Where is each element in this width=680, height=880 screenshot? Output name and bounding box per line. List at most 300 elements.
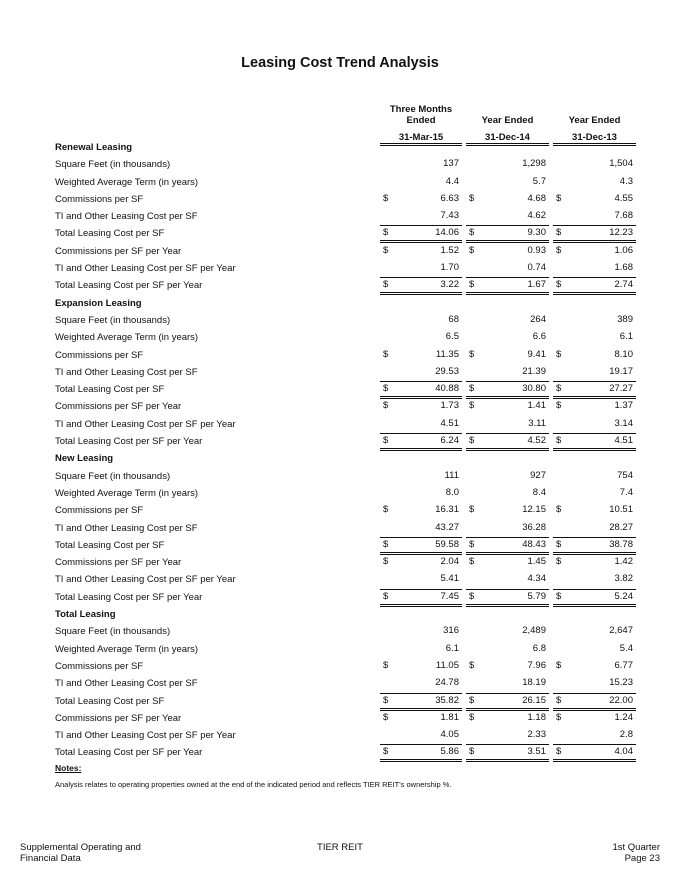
cell-value: 1.42 — [614, 556, 633, 568]
section-renewal-leasing — [0, 139, 680, 295]
cell-value: 4.4 — [445, 175, 459, 187]
currency-symbol: $ — [469, 348, 475, 360]
cell-value: 6.1 — [445, 642, 459, 654]
value-cell — [553, 728, 636, 742]
value-cell — [466, 192, 549, 206]
value-cell — [380, 209, 462, 223]
row-label: TI and Other Leasing Cost per SF — [55, 678, 198, 690]
currency-symbol: $ — [383, 711, 389, 723]
value-cell — [553, 261, 636, 275]
currency-symbol: $ — [556, 590, 562, 602]
value-cell — [380, 348, 462, 362]
value-cell — [466, 244, 549, 258]
currency-symbol: $ — [469, 227, 475, 239]
value-cell — [466, 486, 549, 500]
row-label: Weighted Average Term (in years) — [55, 643, 199, 655]
currency-symbol: $ — [556, 504, 562, 516]
currency-symbol: $ — [469, 400, 475, 412]
currency-symbol: $ — [383, 590, 389, 602]
cell-value: 754 — [617, 469, 633, 481]
row-label: TI and Other Leasing Cost per SF per Year — [55, 730, 236, 742]
currency-symbol: $ — [469, 746, 475, 758]
cell-value: 1.37 — [614, 400, 633, 412]
value-cell — [553, 676, 636, 690]
cell-value: 3.11 — [528, 417, 546, 429]
cell-value: 4.3 — [619, 175, 633, 187]
table-row — [0, 364, 680, 381]
footer-center: TIER REIT — [317, 842, 363, 853]
cell-value: 2.04 — [440, 556, 459, 568]
value-cell — [466, 433, 549, 451]
value-cell — [553, 469, 636, 483]
cell-value: 16.31 — [435, 504, 459, 516]
cell-value: 6.8 — [532, 642, 546, 654]
cell-value: 137 — [443, 158, 459, 170]
value-cell — [553, 693, 636, 711]
value-cell — [553, 175, 636, 189]
value-cell — [380, 469, 462, 483]
cell-value: 4.34 — [527, 573, 546, 585]
value-cell — [553, 244, 636, 258]
table-row — [0, 623, 680, 640]
currency-symbol: $ — [383, 279, 389, 291]
cell-value: 7.68 — [614, 210, 633, 222]
currency-symbol: $ — [556, 746, 562, 758]
cell-value: 8.0 — [445, 486, 459, 498]
value-cell — [553, 555, 636, 569]
value-cell — [553, 192, 636, 206]
row-label: TI and Other Leasing Cost per SF per Year — [55, 418, 236, 430]
value-cell — [380, 659, 462, 673]
currency-symbol: $ — [469, 383, 475, 395]
currency-symbol: $ — [383, 556, 389, 568]
row-label: Weighted Average Term (in years) — [55, 176, 199, 188]
value-cell — [380, 365, 462, 379]
currency-symbol: $ — [383, 348, 389, 360]
value-cell — [466, 469, 549, 483]
currency-symbol: $ — [556, 659, 562, 671]
value-cell — [466, 572, 549, 586]
cell-value: 7.4 — [619, 486, 633, 498]
value-cell — [380, 261, 462, 275]
table-row — [0, 727, 680, 744]
currency-symbol: $ — [556, 348, 562, 360]
cell-value: 4.55 — [614, 192, 633, 204]
section-expansion-leasing — [0, 295, 680, 451]
row-label: TI and Other Leasing Cost per SF — [55, 211, 198, 223]
currency-symbol: $ — [556, 279, 562, 291]
cell-value: 7.96 — [527, 659, 546, 671]
value-cell — [553, 744, 636, 762]
cell-value: 35.82 — [435, 694, 459, 706]
cell-value: 30.80 — [522, 383, 546, 395]
value-cell — [380, 521, 462, 535]
currency-symbol: $ — [383, 538, 389, 550]
currency-symbol: $ — [556, 244, 562, 256]
cell-value: 9.30 — [527, 227, 546, 239]
cell-value: 4.62 — [527, 210, 546, 222]
cell-value: 19.17 — [609, 365, 633, 377]
cell-value: 5.79 — [527, 590, 546, 602]
currency-symbol: $ — [556, 227, 562, 239]
cell-value: 3.22 — [440, 279, 459, 291]
row-label: Total Leasing Cost per SF — [55, 384, 165, 396]
cell-value: 2,489 — [522, 625, 546, 637]
value-cell — [466, 417, 549, 431]
cell-value: 1,504 — [609, 158, 633, 170]
value-cell — [553, 157, 636, 171]
currency-symbol: $ — [469, 279, 475, 291]
value-cell — [466, 744, 549, 762]
value-cell — [466, 555, 549, 569]
cell-value: 0.74 — [527, 262, 546, 274]
cell-value: 11.35 — [435, 348, 459, 360]
section-title: Expansion Leasing — [55, 297, 142, 309]
cell-value: 12.23 — [609, 227, 633, 239]
currency-symbol: $ — [469, 659, 475, 671]
footer-left-line2: Financial Data — [20, 853, 81, 864]
table-row — [0, 156, 680, 173]
currency-symbol: $ — [469, 538, 475, 550]
value-cell — [466, 261, 549, 275]
leasing-cost-table — [0, 139, 680, 762]
cell-value: 21.39 — [522, 365, 546, 377]
row-label: Square Feet (in thousands) — [55, 470, 171, 482]
value-cell — [380, 693, 462, 711]
value-cell — [553, 624, 636, 638]
cell-value: 8.4 — [532, 486, 546, 498]
cell-value: 6.1 — [619, 331, 633, 343]
value-cell — [466, 365, 549, 379]
table-row — [0, 589, 680, 606]
value-cell — [380, 192, 462, 206]
cell-value: 40.88 — [435, 383, 459, 395]
value-cell — [553, 589, 636, 607]
cell-value: 1.41 — [527, 400, 546, 412]
value-cell — [466, 642, 549, 656]
value-cell — [380, 537, 462, 555]
table-row — [0, 502, 680, 519]
cell-value: 4.68 — [527, 192, 546, 204]
row-label: Square Feet (in thousands) — [55, 159, 171, 171]
value-cell — [466, 728, 549, 742]
cell-value: 1.24 — [614, 711, 633, 723]
cell-value: 7.43 — [440, 210, 459, 222]
cell-value: 3.51 — [527, 746, 546, 758]
table-row — [0, 381, 680, 398]
currency-symbol: $ — [469, 694, 475, 706]
row-label: Total Leasing Cost per SF per Year — [55, 591, 203, 603]
cell-value: 2.74 — [614, 279, 633, 291]
column-header-q1-2015 — [380, 104, 462, 143]
value-cell — [380, 157, 462, 171]
currency-symbol: $ — [556, 711, 562, 723]
currency-symbol: $ — [383, 435, 389, 447]
currency-symbol: $ — [383, 192, 389, 204]
table-row — [0, 571, 680, 588]
value-cell — [553, 659, 636, 673]
cell-value: 6.63 — [440, 192, 459, 204]
value-cell — [553, 503, 636, 517]
cell-value: 8.10 — [614, 348, 633, 360]
row-label: Total Leasing Cost per SF per Year — [55, 747, 203, 759]
cell-value: 5.7 — [532, 175, 546, 187]
table-row — [0, 641, 680, 658]
cell-value: 5.4 — [619, 642, 633, 654]
value-cell — [380, 381, 462, 399]
table-row — [0, 537, 680, 554]
table-row — [0, 174, 680, 191]
value-cell — [380, 624, 462, 638]
currency-symbol: $ — [383, 504, 389, 516]
cell-value: 48.43 — [522, 538, 546, 550]
section-title: Renewal Leasing — [55, 142, 133, 153]
table-row — [0, 554, 680, 571]
row-label: Commissions per SF — [55, 660, 144, 672]
table-row — [0, 710, 680, 727]
currency-symbol: $ — [383, 244, 389, 256]
cell-value: 389 — [617, 313, 633, 325]
row-label: Total Leasing Cost per SF per Year — [55, 436, 203, 448]
cell-value: 0.93 — [527, 244, 546, 256]
table-row — [0, 347, 680, 364]
row-label: Weighted Average Term (in years) — [55, 332, 199, 344]
row-label: Weighted Average Term (in years) — [55, 487, 199, 499]
cell-value: 10.51 — [609, 504, 633, 516]
value-cell — [466, 330, 549, 344]
currency-symbol: $ — [469, 711, 475, 723]
currency-symbol: $ — [556, 400, 562, 412]
value-cell — [380, 744, 462, 762]
value-cell — [553, 711, 636, 725]
row-label: TI and Other Leasing Cost per SF per Year — [55, 574, 236, 586]
row-label: TI and Other Leasing Cost per SF per Year — [55, 263, 236, 275]
cell-value: 6.6 — [532, 331, 546, 343]
cell-value: 2.33 — [527, 729, 546, 741]
table-row — [0, 277, 680, 294]
table-row — [0, 468, 680, 485]
currency-symbol: $ — [556, 383, 562, 395]
row-label: Total Leasing Cost per SF — [55, 695, 165, 707]
section-title: New Leasing — [55, 453, 114, 465]
section-new-leasing — [0, 450, 680, 606]
footer-right-line1: 1st Quarter — [612, 842, 660, 853]
currency-symbol: $ — [383, 694, 389, 706]
currency-symbol: $ — [469, 192, 475, 204]
value-cell — [466, 503, 549, 517]
value-cell — [553, 433, 636, 451]
cell-value: 1.52 — [440, 244, 459, 256]
value-cell — [553, 417, 636, 431]
cell-value: 264 — [530, 313, 546, 325]
value-cell — [553, 486, 636, 500]
table-row — [0, 312, 680, 329]
column-heading: Three Months Ended — [389, 104, 453, 126]
section-total-leasing — [0, 606, 680, 762]
value-cell — [380, 330, 462, 344]
cell-value: 111 — [444, 469, 459, 481]
footer-right-line2: Page 23 — [624, 853, 660, 864]
table-row — [0, 693, 680, 710]
section-title: Total Leasing — [55, 609, 116, 621]
currency-symbol: $ — [469, 435, 475, 447]
cell-value: 1.81 — [440, 711, 459, 723]
currency-symbol: $ — [556, 192, 562, 204]
cell-value: 1.45 — [527, 556, 546, 568]
table-row — [0, 398, 680, 415]
table-row — [0, 329, 680, 346]
table-row — [0, 225, 680, 242]
table-row — [0, 485, 680, 502]
value-cell — [553, 330, 636, 344]
table-row — [0, 243, 680, 260]
value-cell — [380, 244, 462, 258]
cell-value: 3.82 — [614, 573, 633, 585]
cell-value: 2.8 — [619, 729, 633, 741]
value-cell — [380, 417, 462, 431]
value-cell — [466, 676, 549, 690]
value-cell — [553, 521, 636, 535]
value-cell — [466, 589, 549, 607]
notes-heading: Notes: — [55, 763, 82, 773]
value-cell — [553, 537, 636, 555]
cell-value: 6.77 — [614, 659, 633, 671]
value-cell — [380, 433, 462, 451]
cell-value: 5.41 — [440, 573, 459, 585]
value-cell — [553, 572, 636, 586]
value-cell — [380, 711, 462, 725]
cell-value: 14.06 — [435, 227, 459, 239]
value-cell — [466, 399, 549, 413]
column-heading: Year Ended — [568, 115, 621, 126]
value-cell — [553, 277, 636, 295]
currency-symbol: $ — [469, 244, 475, 256]
value-cell — [380, 555, 462, 569]
value-cell — [380, 589, 462, 607]
value-cell — [466, 659, 549, 673]
table-row — [0, 191, 680, 208]
value-cell — [380, 486, 462, 500]
value-cell — [466, 381, 549, 399]
table-row — [0, 416, 680, 433]
value-cell — [380, 399, 462, 413]
table-row — [0, 675, 680, 692]
notes-text: Analysis relates to operating properties owned at the end of the indicated period and reflects TIER REIT's ownership %. — [55, 780, 452, 789]
row-label: Total Leasing Cost per SF per Year — [55, 280, 203, 292]
cell-value: 1.68 — [614, 262, 633, 274]
value-cell — [553, 209, 636, 223]
page-title: Leasing Cost Trend Analysis — [241, 55, 439, 71]
value-cell — [380, 676, 462, 690]
currency-symbol: $ — [383, 227, 389, 239]
value-cell — [466, 277, 549, 295]
row-label: Commissions per SF per Year — [55, 557, 182, 569]
currency-symbol: $ — [556, 694, 562, 706]
cell-value: 26.15 — [522, 694, 546, 706]
row-label: TI and Other Leasing Cost per SF — [55, 522, 198, 534]
table-row — [0, 433, 680, 450]
value-cell — [553, 365, 636, 379]
cell-value: 927 — [530, 469, 546, 481]
value-cell — [466, 313, 549, 327]
value-cell — [380, 225, 462, 243]
column-date: 31-Dec-14 — [485, 132, 530, 143]
row-label: Total Leasing Cost per SF — [55, 228, 165, 240]
column-heading: Year Ended — [481, 115, 534, 126]
value-cell — [466, 693, 549, 711]
cell-value: 7.45 — [440, 590, 459, 602]
cell-value: 4.51 — [614, 435, 633, 447]
cell-value: 4.51 — [440, 417, 459, 429]
value-cell — [380, 503, 462, 517]
column-date: 31-Dec-13 — [572, 132, 617, 143]
value-cell — [380, 728, 462, 742]
row-label: Commissions per SF per Year — [55, 712, 182, 724]
value-cell — [553, 399, 636, 413]
value-cell — [466, 521, 549, 535]
value-cell — [466, 225, 549, 243]
currency-symbol: $ — [556, 435, 562, 447]
cell-value: 28.27 — [609, 521, 633, 533]
cell-value: 1.18 — [527, 711, 546, 723]
cell-value: 1.70 — [440, 262, 459, 274]
cell-value: 15.23 — [609, 677, 633, 689]
cell-value: 1.06 — [614, 244, 633, 256]
currency-symbol: $ — [383, 400, 389, 412]
value-cell — [380, 277, 462, 295]
currency-symbol: $ — [556, 556, 562, 568]
cell-value: 22.00 — [609, 694, 633, 706]
cell-value: 36.28 — [522, 521, 546, 533]
cell-value: 59.58 — [435, 538, 459, 550]
row-label: Commissions per SF per Year — [55, 245, 182, 257]
currency-symbol: $ — [469, 556, 475, 568]
value-cell — [553, 225, 636, 243]
cell-value: 24.78 — [435, 677, 459, 689]
cell-value: 11.05 — [435, 659, 459, 671]
row-label: Square Feet (in thousands) — [55, 626, 171, 638]
cell-value: 4.52 — [527, 435, 546, 447]
currency-symbol: $ — [469, 504, 475, 516]
table-row — [0, 744, 680, 761]
cell-value: 1,298 — [522, 158, 546, 170]
row-label: Square Feet (in thousands) — [55, 314, 171, 326]
column-date: 31-Mar-15 — [398, 132, 444, 143]
row-label: TI and Other Leasing Cost per SF — [55, 366, 198, 378]
cell-value: 6.5 — [445, 331, 459, 343]
value-cell — [466, 175, 549, 189]
value-cell — [380, 313, 462, 327]
cell-value: 4.04 — [614, 746, 633, 758]
cell-value: 27.27 — [609, 383, 633, 395]
cell-value: 1.67 — [527, 279, 546, 291]
cell-value: 9.41 — [527, 348, 546, 360]
footer-left-line1: Supplemental Operating and — [20, 842, 141, 853]
row-label: Total Leasing Cost per SF — [55, 539, 165, 551]
currency-symbol: $ — [383, 383, 389, 395]
cell-value: 5.24 — [614, 590, 633, 602]
table-row — [0, 520, 680, 537]
currency-symbol: $ — [556, 538, 562, 550]
table-row — [0, 208, 680, 225]
cell-value: 4.05 — [440, 729, 459, 741]
currency-symbol: $ — [469, 590, 475, 602]
value-cell — [553, 381, 636, 399]
cell-value: 68 — [448, 313, 459, 325]
value-cell — [553, 642, 636, 656]
cell-value: 18.19 — [522, 677, 546, 689]
cell-value: 2,647 — [609, 625, 633, 637]
